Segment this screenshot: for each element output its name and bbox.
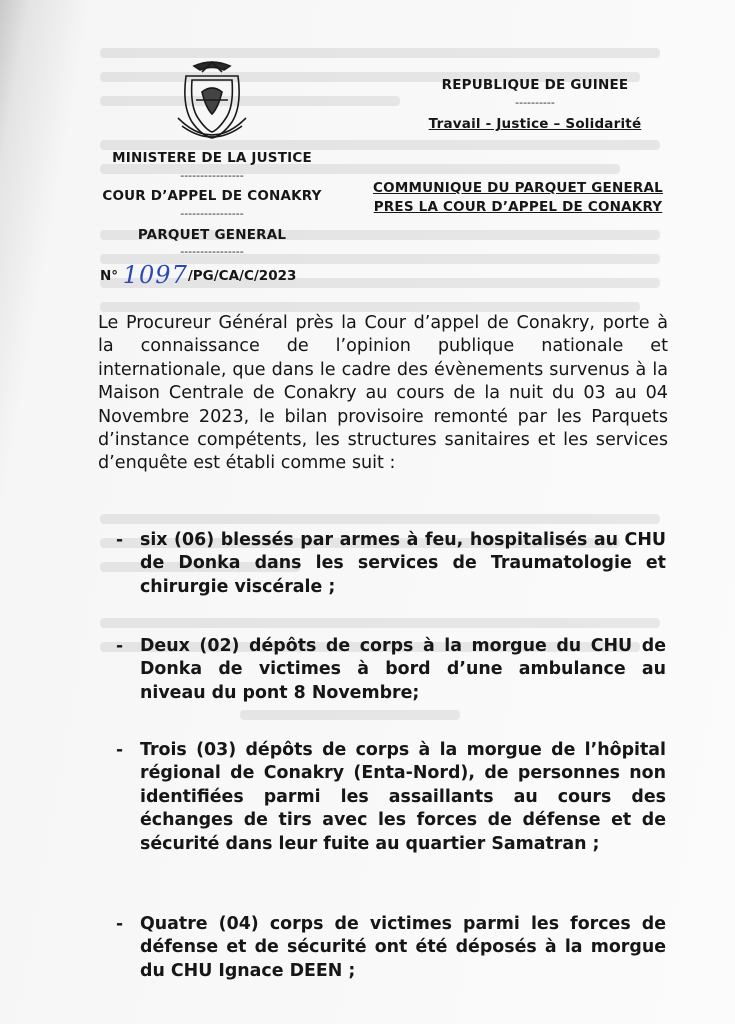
- bullet-item: Deux (02) dépôts de corps à la morgue du CHU de Donka de victimes à bord d’une ambulance au niveau du pont 8 Novembre;: [140, 636, 666, 703]
- reference-prefix: N°: [100, 268, 119, 284]
- handwritten-number: 1097: [122, 261, 188, 289]
- bullet-marker: -: [116, 530, 124, 550]
- guinea-coat-of-arms-icon: [172, 56, 252, 142]
- header-separator: ----------------: [180, 207, 244, 220]
- header-separator: ----------------: [180, 169, 244, 182]
- bullet-item: six (06) blessés par armes à feu, hospitalisés au CHU de Donka dans les services de Traumatologie et chirurgie viscérale ;: [140, 530, 666, 597]
- court-title: COUR D’APPEL DE CONAKRY: [102, 188, 322, 204]
- communique-title-line2: PRES LA COUR D’APPEL DE CONAKRY: [373, 199, 663, 215]
- bullet-item: Quatre (04) corps de victimes parmi les forces de défense et de sécurité ont été déposés à la morgue du CHU Ignace DEEN ;: [140, 914, 666, 981]
- reference-number: [100, 258, 297, 289]
- communique-title-line1: COMMUNIQUE DU PARQUET GENERAL: [373, 180, 663, 196]
- bullet-item: Trois (03) dépôts de corps à la morgue de l’hôpital régional de Conakry (Enta-Nord), de personnes non identifiées parmi les assaillants au cours des échanges de tirs avec les forces de défense et de sécurité dans leur fuite au quartier Samatran ;: [140, 740, 666, 854]
- reference-suffix: /PG/CA/C/2023: [187, 268, 297, 284]
- republic-title: REPUBLIQUE DE GUINEE: [441, 77, 629, 93]
- header-separator: ----------------: [180, 245, 244, 258]
- intro-paragraph: Le Procureur Général près la Cour d’appel de Conakry, porte à la connaissance de l’opinion publique nationale et internationale, que dans le cadre des évènements survenus à la Maison Centrale de Conakry au cours de la nuit du 03 au 04 Novembre 2023, le bilan provisoire remonté par les Parquets d’instance compétents, les structures sanitaires et les services d’enquête est établi comme suit :: [98, 313, 668, 474]
- office-title: PARQUET GENERAL: [137, 227, 287, 243]
- bullet-marker: -: [116, 636, 124, 656]
- bullet-marker: -: [116, 740, 124, 760]
- header-separator-short: ----------: [515, 96, 555, 109]
- ministry-title: MINISTERE DE LA JUSTICE: [112, 150, 312, 166]
- national-motto: Travail - Justice – Solidarité: [428, 116, 642, 132]
- bullet-marker: -: [116, 914, 124, 934]
